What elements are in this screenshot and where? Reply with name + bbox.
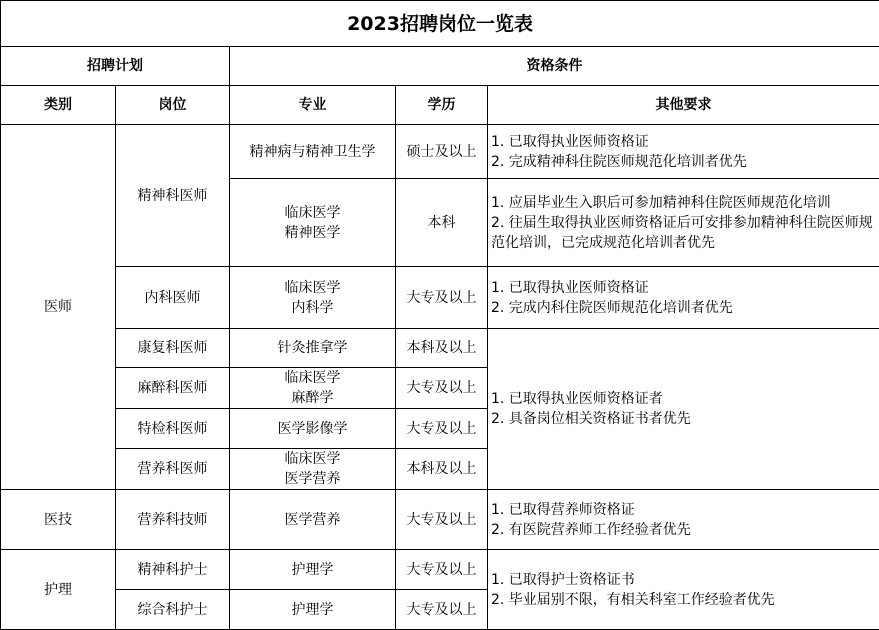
position-cell: 特检科医师 (116, 409, 230, 449)
major-cell: 医学营养 (230, 490, 396, 550)
category-cell: 医技 (1, 490, 116, 550)
requirement-cell (488, 490, 879, 550)
major-line: 内科学 (291, 299, 334, 316)
header-position: 岗位 (116, 86, 230, 125)
requirement-cell (488, 329, 879, 490)
table-row (1, 125, 879, 179)
requirement-line: 1. 已取得执业医师资格证 (491, 279, 649, 296)
major-cell: 精神病与精神卫生学 (230, 125, 396, 179)
major-line: 临床医学 (284, 279, 341, 296)
position-cell: 综合科护士 (116, 590, 230, 630)
requirement-cell (488, 179, 879, 267)
requirement-cell (488, 550, 879, 630)
major-cell (230, 267, 396, 329)
education-cell: 大专及以上 (396, 590, 488, 630)
table-row (1, 267, 879, 329)
table-row (1, 329, 879, 368)
major-line: 临床医学 (284, 370, 341, 386)
major-line: 医学营养 (284, 471, 341, 487)
requirement-line: 1. 已取得护士资格证书 (491, 571, 635, 588)
page-title: 2023招聘岗位一览表 (1, 1, 879, 47)
requirement-line: 2. 有医院营养师工作经验者优先 (491, 521, 691, 538)
position-cell: 营养科医师 (116, 449, 230, 490)
requirement-cell (488, 125, 879, 179)
education-cell: 大专及以上 (396, 550, 488, 590)
position-cell: 精神科医师 (116, 125, 230, 267)
position-cell: 内科医师 (116, 267, 230, 329)
header-plan: 招聘计划 (1, 47, 230, 86)
requirement-line: 2. 具备岗位相关资格证书者优先 (491, 411, 691, 427)
major-line: 临床医学 (284, 204, 341, 221)
position-cell: 康复科医师 (116, 329, 230, 368)
header-major: 专业 (230, 86, 396, 125)
major-cell (230, 449, 396, 490)
requirement-line: 1. 已取得执业医师资格证者 (491, 391, 663, 407)
education-cell: 本科及以上 (396, 449, 488, 490)
major-line: 临床医学 (284, 451, 341, 467)
table-row (1, 550, 879, 590)
education-cell: 硕士及以上 (396, 125, 488, 179)
header-education: 学历 (396, 86, 488, 125)
position-cell: 精神科护士 (116, 550, 230, 590)
requirement-line: 2. 完成精神科住院医师规范化培训者优先 (491, 153, 747, 170)
education-cell: 大专及以上 (396, 267, 488, 329)
education-cell: 大专及以上 (396, 368, 488, 409)
header-other: 其他要求 (488, 86, 879, 125)
category-cell: 医师 (1, 125, 116, 490)
requirement-line: 1. 应届毕业生入职后可参加精神科住院医师规范化培训 (491, 194, 831, 211)
education-cell: 大专及以上 (396, 409, 488, 449)
major-cell (230, 179, 396, 267)
requirement-line: 2. 完成内科住院医师规范化培训者优先 (491, 299, 733, 316)
major-cell: 医学影像学 (230, 409, 396, 449)
position-cell: 营养科技师 (116, 490, 230, 550)
requirement-line: 2. 毕业届别不限，有相关科室工作经验者优先 (491, 591, 775, 608)
requirement-line: 1. 已取得执业医师资格证 (491, 133, 649, 150)
education-cell: 本科 (396, 179, 488, 267)
category-cell: 护理 (1, 550, 116, 630)
major-cell: 护理学 (230, 590, 396, 630)
education-cell: 本科及以上 (396, 329, 488, 368)
major-cell: 护理学 (230, 550, 396, 590)
education-cell: 大专及以上 (396, 490, 488, 550)
major-cell (230, 368, 396, 409)
table-row (1, 490, 879, 550)
requirement-cell (488, 267, 879, 329)
requirement-line: 2. 往届生取得执业医师资格证后可安排参加精神科住院医师规范化培训，已完成规范化培训者优先 (491, 214, 873, 251)
header-qualification: 资格条件 (230, 47, 879, 86)
major-line: 麻醉学 (291, 390, 334, 406)
requirement-line: 1. 已取得营养师资格证 (491, 501, 635, 518)
position-cell: 麻醉科医师 (116, 368, 230, 409)
header-category: 类别 (1, 86, 116, 125)
major-cell: 针灸推拿学 (230, 329, 396, 368)
major-line: 精神医学 (284, 224, 341, 241)
